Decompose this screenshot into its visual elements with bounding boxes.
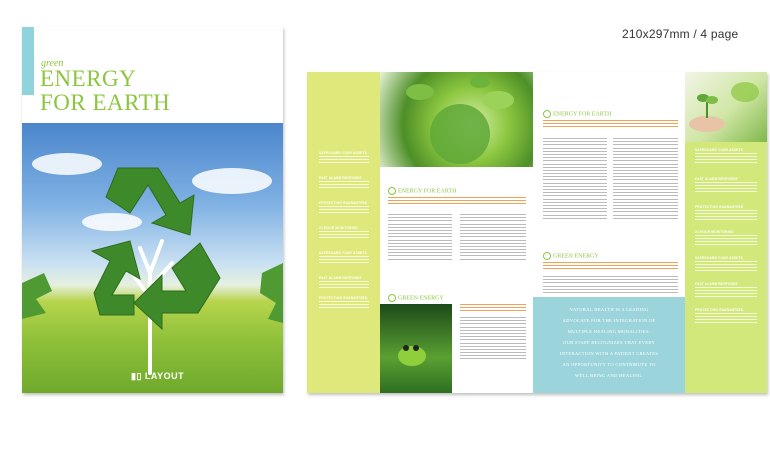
body-text-left-col2-orange bbox=[460, 304, 526, 314]
right-heading-3: PROTECTION GUARANTEED bbox=[695, 205, 744, 209]
body-text-left-col2 bbox=[460, 214, 526, 262]
cover-logo-text: LAYOUT bbox=[144, 371, 185, 381]
brochure-spread bbox=[307, 72, 767, 393]
recycle-tree-icon bbox=[22, 123, 283, 393]
quote-box bbox=[533, 297, 685, 393]
hand-plant-photo bbox=[685, 72, 767, 142]
right-sidebar-strip bbox=[685, 142, 767, 393]
left-heading-6: FAST ALARM RESPONSE bbox=[319, 276, 362, 280]
body-text-left-col2-lower bbox=[460, 317, 526, 362]
quote-line-3: MULTIPLE HEALING MODALITIES. bbox=[567, 329, 651, 334]
intro-text-right bbox=[543, 120, 678, 130]
cover-logo: ▮▯ LAYOUT bbox=[131, 371, 185, 381]
body-text-green bbox=[543, 276, 678, 295]
cover-accent-bar bbox=[22, 27, 34, 95]
leaf-globe-photo bbox=[380, 72, 533, 167]
section-heading-energy-left: ENERGY FOR EARTH bbox=[388, 187, 456, 195]
left-heading-5: SAFEGUARD YOUR ASSETS bbox=[319, 251, 367, 255]
panel-left-sidebar bbox=[307, 72, 380, 393]
intro-text-green bbox=[543, 262, 678, 272]
quote-line-2: ADVOCATE FOR THE INTEGRATION OF bbox=[562, 318, 656, 323]
quote-line-5: INTERACTION WITH A PATIENT CREATES bbox=[559, 351, 659, 356]
body-text-right-col1 bbox=[543, 138, 607, 221]
quote-line-1: NATURAL HEALTH IS A LEADING bbox=[569, 307, 649, 312]
body-text-right-col2 bbox=[613, 138, 678, 221]
section-heading-green-energy-right: GREEN ENERGY bbox=[543, 252, 599, 260]
page-spec-label: 210x297mm / 4 page bbox=[622, 27, 739, 41]
cover-kicker: green bbox=[41, 58, 64, 69]
right-heading-4: 24 HOUR MONITORING bbox=[695, 230, 734, 234]
cover-title bbox=[40, 67, 170, 115]
left-heading-4: 24 HOUR MONITORING bbox=[319, 226, 358, 230]
right-heading-1: SAFEGUARD YOUR ASSETS bbox=[695, 148, 743, 152]
right-heading-5: SAFEGUARD YOUR ASSETS bbox=[695, 256, 743, 260]
left-heading-3: PROTECTION GUARANTEED bbox=[319, 201, 368, 205]
body-text-left-col1 bbox=[388, 214, 452, 262]
panel-right-sidebar bbox=[685, 72, 767, 393]
section-heading-green-energy-left: GREEN ENERGY bbox=[388, 294, 444, 302]
cover-photo bbox=[22, 123, 283, 393]
frog-photo bbox=[380, 304, 452, 393]
left-heading-2: FAST ALARM RESPONSE bbox=[319, 176, 362, 180]
right-heading-2: FAST ALARM RESPONSE bbox=[695, 177, 738, 181]
brochure-cover bbox=[22, 27, 283, 393]
quote-line-7: WELL BEING AND HEALING. bbox=[574, 373, 644, 378]
intro-text-left bbox=[388, 197, 526, 207]
quote-line-6: AN OPPORTUNITY TO CONTRIBUTE TO bbox=[562, 362, 656, 367]
quote-line-4: OUR STAFF RECOGNIZES THAT EVERY bbox=[562, 340, 656, 345]
section-heading-energy: ENERGY FOR EARTH bbox=[543, 110, 611, 118]
right-heading-6: FAST ALARM RESPONSE bbox=[695, 282, 738, 286]
left-heading-1: SAFEGUARD YOUR ASSETS bbox=[319, 151, 367, 155]
right-heading-7: PROTECTION GUARANTEED bbox=[695, 308, 744, 312]
panel-inner-left bbox=[380, 72, 533, 393]
left-heading-7: PROTECTION GUARANTEED bbox=[319, 296, 368, 300]
cover-title-line-2: FOR EARTH bbox=[40, 90, 171, 115]
cover-title-line-1: ENERGY bbox=[40, 66, 137, 91]
